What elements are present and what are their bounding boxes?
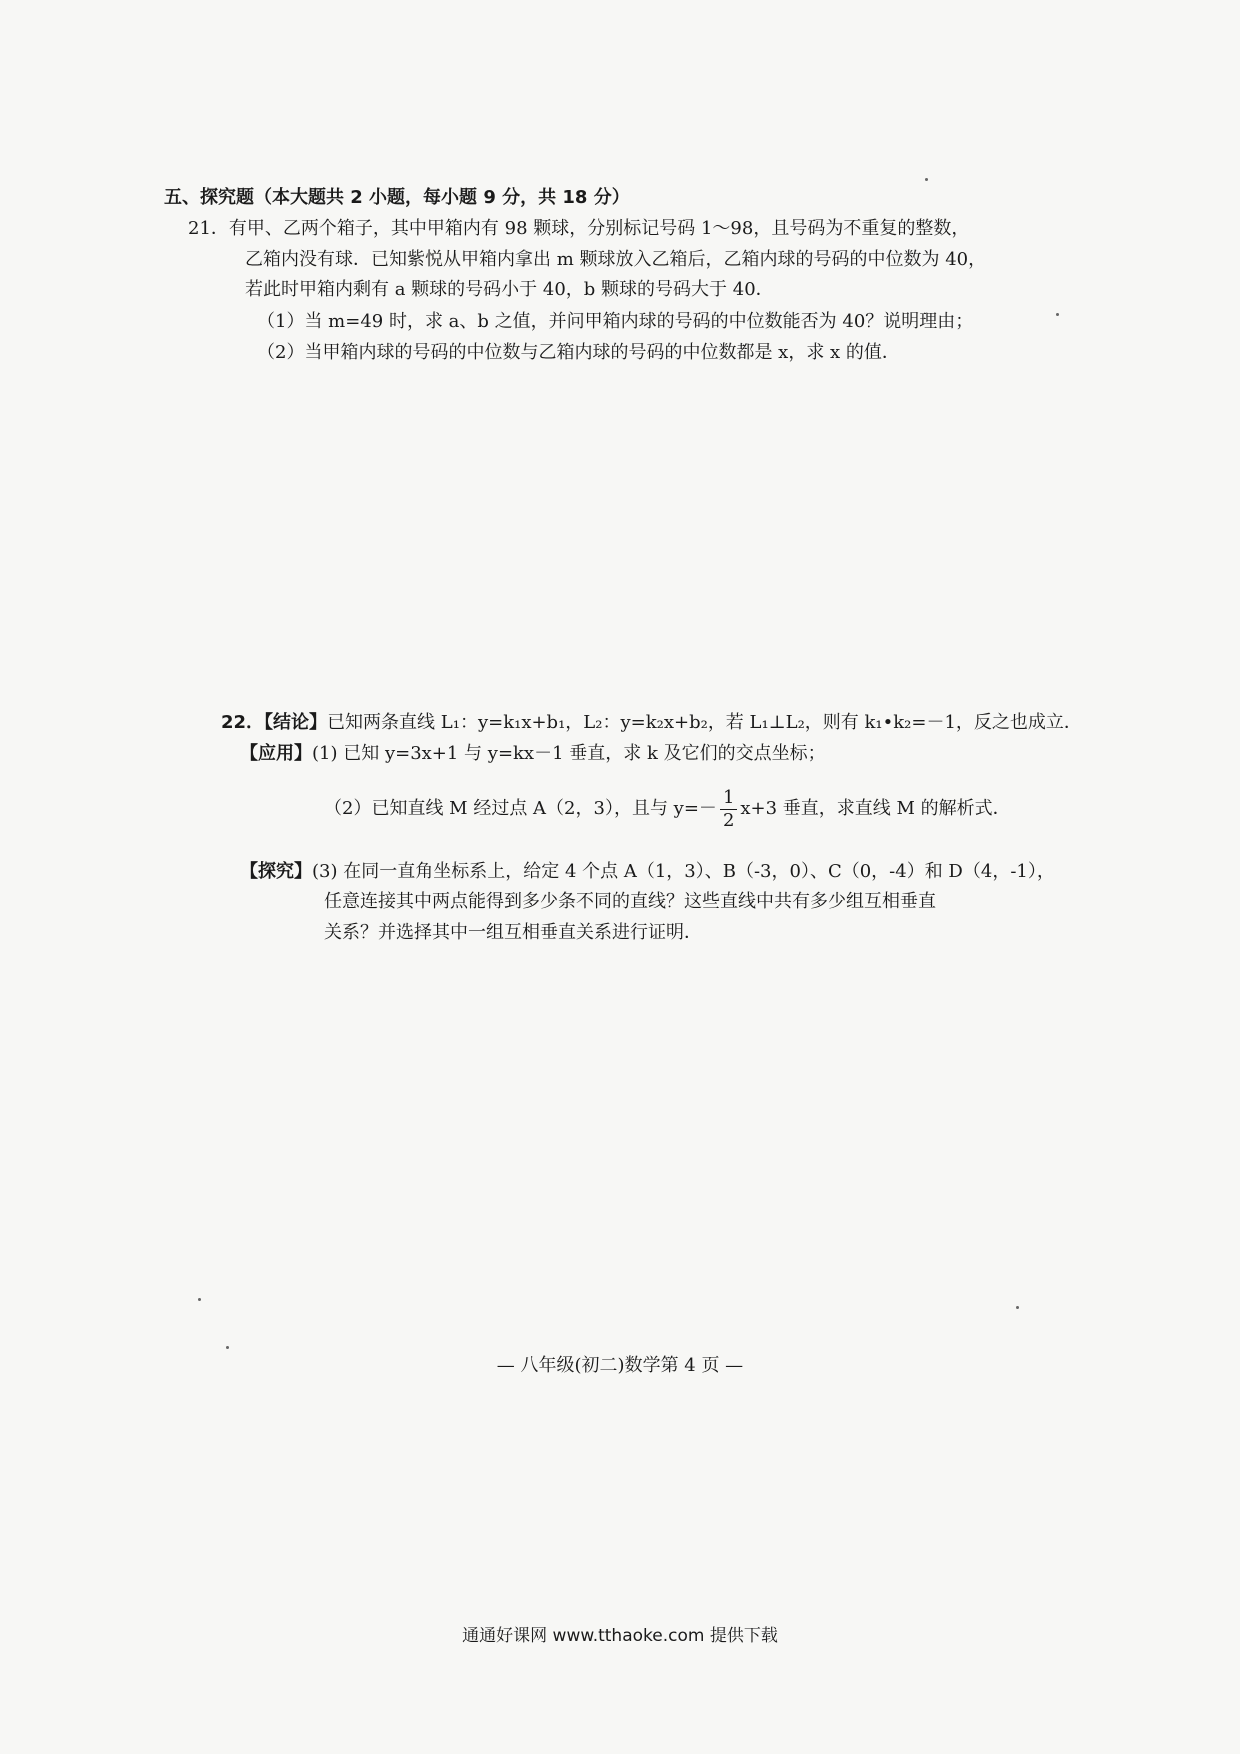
fraction-denominator: 2 [720, 809, 737, 832]
q22-application-1 [240, 742, 826, 766]
q22-application-label: 【应用】 [240, 743, 312, 764]
q22-explore-3: 关系？并选择其中一组互相垂直关系进行证明． [324, 922, 702, 943]
scan-speck [226, 1346, 229, 1349]
q21-line-2: 乙箱内没有球．已知紫悦从甲箱内拿出 m 颗球放入乙箱后，乙箱内球的号码的中位数为 40， [245, 249, 987, 270]
q21-part-1: （1）当 m=49 时，求 a、b 之值，并问甲箱内球的号码的中位数能否为 40？说明理由； [257, 311, 974, 332]
scan-speck [1016, 1306, 1019, 1309]
scan-speck [198, 1298, 201, 1301]
q21-part-2: （2）当甲箱内球的号码的中位数与乙箱内球的号码的中位数都是 x，求 x 的值． [257, 342, 900, 363]
q22-explore-label: 【探究】 [240, 861, 312, 882]
download-watermark: 通通好课网 www.tthaoke.com 提供下载 [462, 1626, 778, 1646]
section-title: 五、探究题（本大题共 2 小题，每小题 9 分，共 18 分） [164, 187, 630, 208]
q22-conclusion-text: 已知两条直线 L₁：y=k₁x+b₁，L₂：y=k₂x+b₂，若 L₁⊥L₂，则有 k₁•k₂=－1，反之也成立． [327, 712, 1082, 733]
scan-speck [925, 178, 928, 181]
q21-line-1: 21．有甲、乙两个箱子，其中甲箱内有 98 颗球，分别标记号码 1～98，且号码为不重复的整数， [188, 218, 970, 239]
q22-conclusion-label: 22．【结论】 [221, 712, 328, 733]
scan-speck [1056, 313, 1059, 316]
q22-explore-2: 任意连接其中两点能得到多少条不同的直线？这些直线中共有多少组互相垂直 [324, 891, 936, 912]
fraction-numerator: 1 [722, 786, 735, 808]
fraction-one-half [720, 787, 737, 832]
page-footer: — 八年级(初二)数学第 4 页 — [496, 1355, 744, 1376]
q22-explore-1 [240, 860, 1055, 884]
q22-application-2-before: （2）已知直线 M 经过点 A（2，3），且与 y=－ [324, 798, 717, 819]
q22-explore-1-text: (3) 在同一直角坐标系上，给定 4 个点 A（1，3）、B（-3，0）、C（0，-4）和 D（4，-1）， [312, 861, 1055, 882]
q22-application-2-after: x+3 垂直，求直线 M 的解析式． [740, 798, 1011, 819]
q22-conclusion [221, 711, 1082, 735]
q21-line-3: 若此时甲箱内剩有 a 颗球的号码小于 40，b 颗球的号码大于 40． [245, 279, 774, 300]
q22-application-1-text: (1) 已知 y=3x+1 与 y=kx－1 垂直，求 k 及它们的交点坐标； [312, 743, 826, 764]
q22-application-2 [324, 778, 1011, 840]
